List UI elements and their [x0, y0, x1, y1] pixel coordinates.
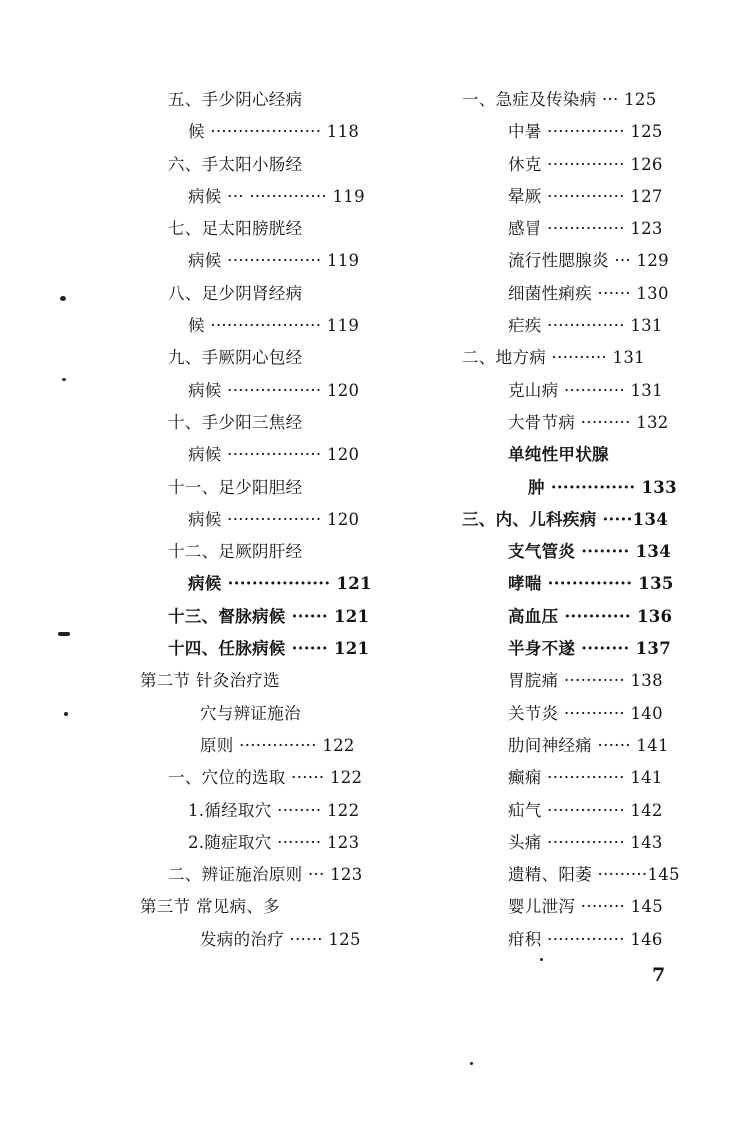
toc-entry: 候 ···················· 118	[188, 122, 360, 142]
toc-entry: 病候 ················· 121	[188, 574, 372, 594]
toc-entry: 晕厥 ·············· 127	[508, 186, 663, 206]
toc-entry: 中暑 ·············· 125	[508, 122, 663, 142]
scan-speck	[60, 296, 66, 301]
toc-entry: 高血压 ··········· 136	[508, 606, 673, 626]
toc-entry: 单纯性甲状腺	[508, 445, 609, 465]
toc-entry: 疟疾 ·············· 131	[508, 316, 663, 336]
toc-entry: 十、手少阳三焦经	[168, 412, 303, 432]
toc-entry: 头痛 ·············· 143	[508, 832, 663, 852]
toc-entry: 十四、任脉病候 ······ 121	[168, 639, 370, 659]
toc-entry: 半身不遂 ········ 137	[508, 639, 671, 659]
toc-entry: 关节炎 ··········· 140	[508, 703, 663, 723]
toc-right-column	[462, 84, 702, 956]
toc-entry: 病候 ················· 119	[188, 251, 360, 271]
toc-entry: 一、急症及传染病 ··· 125	[462, 90, 657, 109]
scan-speck	[58, 632, 70, 636]
toc-entry: 病候 ··· ·············· 119	[188, 186, 365, 206]
toc-entry: 病候 ················· 120	[188, 380, 360, 400]
toc-entry: 第二节 针灸治疗选	[140, 671, 280, 691]
toc-entry: 二、地方病 ·········· 131	[462, 348, 645, 368]
toc-entry: 1.循经取穴 ········ 122	[188, 800, 360, 820]
toc-entry: 哮喘 ·············· 135	[508, 574, 674, 594]
toc-entry: 病候 ················· 120	[188, 509, 360, 529]
toc-entry: 遗精、阳萎 ·········145	[508, 865, 680, 885]
toc-entry: 二、辨证施治原则 ··· 123	[168, 865, 363, 885]
toc-entry: 细菌性痢疾 ······ 130	[508, 283, 669, 303]
toc-entry: 胃脘痛 ··········· 138	[508, 671, 663, 691]
toc-entry: 疳积 ·············· 146	[508, 929, 663, 949]
toc-entry: 原则 ·············· 122	[200, 735, 355, 755]
toc-entry: 八、足少阴肾经病	[168, 283, 303, 303]
toc-entry: 候 ···················· 119	[188, 316, 360, 336]
toc-entry: 十三、督脉病候 ······ 121	[168, 606, 370, 626]
toc-entry: 感冒 ·············· 123	[508, 219, 663, 239]
toc-entry: 2.随症取穴 ········ 123	[188, 832, 360, 852]
toc-entry: 七、足太阳膀胱经	[168, 219, 303, 239]
toc-entry: 一、穴位的选取 ······ 122	[168, 768, 363, 788]
toc-entry: 十二、足厥阴肝经	[168, 542, 303, 562]
toc-entry: 五、手少阴心经病	[168, 90, 303, 109]
toc-entry: 克山病 ··········· 131	[508, 380, 663, 400]
toc-entry: 六、手太阳小肠经	[168, 154, 303, 174]
scan-speck	[64, 712, 68, 716]
toc-left-column	[140, 84, 402, 956]
scan-speck	[62, 378, 66, 381]
toc-entry: 病候 ················· 120	[188, 445, 360, 465]
toc-entry: 大骨节病 ········· 132	[508, 412, 669, 432]
toc-entry: 疝气 ·············· 142	[508, 800, 663, 820]
scan-speck	[540, 958, 543, 961]
toc-entry: 第三节 常见病、多	[140, 897, 280, 917]
toc-entry: 流行性腮腺炎 ··· 129	[508, 251, 669, 271]
toc-entry: 发病的治疗 ······ 125	[200, 929, 361, 949]
toc-entry: 婴儿泄泻 ········ 145	[508, 897, 664, 917]
scan-speck	[470, 1062, 473, 1065]
toc-entry: 九、手厥阴心包经	[168, 348, 303, 368]
page-number: 7	[652, 964, 666, 986]
toc-entry: 休克 ·············· 126	[508, 154, 663, 174]
toc-entry: 十一、足少阳胆经	[168, 477, 303, 497]
toc-entry: 肿 ·············· 133	[528, 477, 677, 497]
toc-entry: 穴与辨证施治	[200, 703, 301, 723]
toc-entry: 三、内、儿科疾病 ·····134	[462, 509, 669, 529]
toc-entry: 肋间神经痛 ······ 141	[508, 735, 669, 755]
toc-entry: 癫痫 ·············· 141	[508, 768, 663, 788]
toc-entry: 支气管炎 ········ 134	[508, 542, 671, 562]
